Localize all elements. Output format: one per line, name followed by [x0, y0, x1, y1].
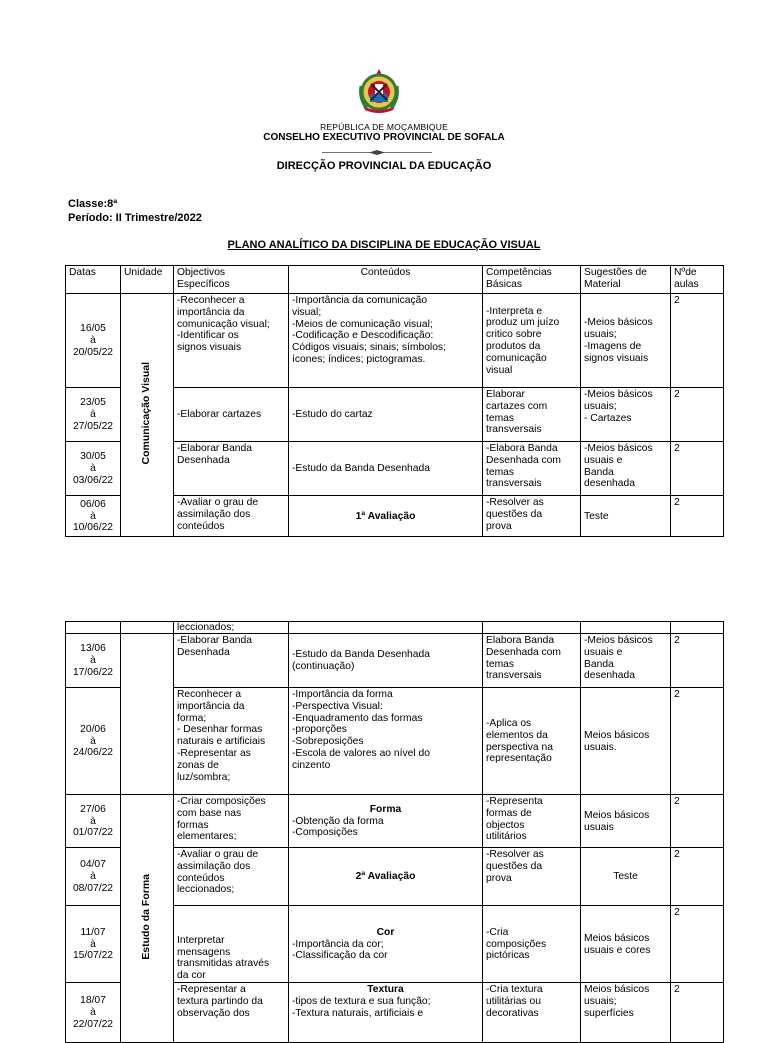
col-header-sugestoes: Sugestões de Material [581, 266, 671, 294]
competencies-cell: -Cria composições pictóricas [483, 906, 581, 983]
objectives-cell: leccionados; [174, 622, 289, 634]
period-label: Período: II Trimestre/2022 [68, 212, 202, 224]
col-header-aulas: Nºde aulas [671, 266, 724, 294]
objectives-cell: -Elaborar Banda Desenhada [174, 634, 289, 688]
materials-cell: Meios básicos usuais; superfícies [581, 983, 671, 1043]
col-header-objectivos: Objectivos Específicos [174, 266, 289, 294]
dates-cell: 06/06 à 10/06/22 [66, 496, 121, 537]
materials-cell: Meios básicos usuais [581, 795, 671, 848]
materials-cell: -Meios básicos usuais; - Cartazes [581, 388, 671, 442]
dates-cell: 27/06 à 01/07/22 [66, 795, 121, 848]
table-row [66, 294, 724, 388]
evaluation-cell: 2ª Avaliação [289, 848, 483, 906]
contents-cell [289, 622, 483, 634]
objectives-cell: Reconhecer a importância da forma; - Desenhar formas naturais e artificiais -Representar as zonas de luz/sombra; [174, 688, 289, 795]
council-name: CONSELHO EXECUTIVO PROVINCIAL DE SOFALA [263, 132, 505, 143]
contents-text: -Importância da cor; -Classificação da cor [292, 938, 388, 962]
materials-cell: -Meios básicos usuais; -Imagens de signos visuais [581, 294, 671, 388]
unit-cell [121, 795, 174, 1043]
dates-cell: 04/07 à 08/07/22 [66, 848, 121, 906]
contents-cell [289, 795, 483, 848]
materials-cell: Teste [581, 848, 671, 906]
table-row [66, 622, 724, 634]
directorate-name: DIRECÇÃO PROVINCIAL DA EDUCAÇÃO [276, 160, 492, 172]
competencies-cell: -Elabora Banda Desenhada com temas transversais [483, 442, 581, 496]
col-header-competencias: Competências Básicas [483, 266, 581, 294]
contents-cell: -Estudo do cartaz [289, 388, 483, 442]
competencies-cell: -Interpreta e produz um juízo critico sobre produtos da comunicação visual [483, 294, 581, 388]
materials-cell: -Meios básicos usuais e Banda desenhada [581, 442, 671, 496]
objectives-cell: -Representar a textura partindo da observação dos [174, 983, 289, 1043]
contents-cell [289, 983, 483, 1043]
objectives-cell: Interpretar mensagens transmitidas através da cor [174, 906, 289, 983]
dates-cell: 20/06 à 24/06/22 [66, 688, 121, 795]
objectives-cell: -Avaliar o grau de assimilação dos conteúdos leccionados; [174, 848, 289, 906]
lessons-cell: 2 [671, 388, 724, 442]
dates-cell: 16/05 à 20/05/22 [66, 294, 121, 388]
country-name: REPÚBLICA DE MOÇAMBIQUE [320, 122, 448, 132]
lessons-cell: 2 [671, 795, 724, 848]
materials-cell: Meios básicos usuais e cores [581, 906, 671, 983]
contents-cell: -Importância da comunicação visual; -Meios de comunicação visual; -Codificação e Descodificação: Códigos visuais; sinais; símbolos; ícones; índices; pictogramas. [289, 294, 483, 388]
contents-cell: -Estudo da Banda Desenhada (continuação) [289, 634, 483, 688]
unit-label: Comunicação Visual [140, 361, 153, 465]
contents-subtitle: Forma [369, 803, 402, 815]
plan-table-1 [65, 265, 724, 537]
table-row [66, 634, 724, 688]
competencies-cell: -Representa formas de objectos utilitários [483, 795, 581, 848]
objectives-cell: -Elaborar cartazes [174, 388, 289, 442]
separator-ornament-icon [322, 150, 432, 155]
table-row [66, 795, 724, 848]
competencies-cell: -Resolver as questões da prova [483, 496, 581, 537]
dates-cell [66, 622, 121, 634]
plan-table-2 [65, 621, 724, 1043]
contents-text: -tipos de textura e sua função; -Textura naturais, artificiais e [292, 995, 431, 1019]
lessons-cell [671, 622, 724, 634]
contents-subtitle: Textura [367, 984, 404, 995]
contents-cell [289, 906, 483, 983]
dates-cell: 23/05 à 27/05/22 [66, 388, 121, 442]
dates-cell: 18/07 à 22/07/22 [66, 983, 121, 1043]
lessons-cell: 2 [671, 906, 724, 983]
lessons-cell: 2 [671, 983, 724, 1043]
materials-cell [581, 622, 671, 634]
contents-subtitle: Cor [376, 926, 395, 938]
competencies-cell: -Aplica os elementos da perspectiva na representação [483, 688, 581, 795]
unit-label: Estudo da Forma [140, 873, 153, 960]
contents-cell: -Estudo da Banda Desenhada [289, 442, 483, 496]
contents-text: -Obtenção da forma -Composições [292, 815, 384, 839]
objectives-cell: -Reconhecer a importância da comunicação visual; -Identificar os signos visuais [174, 294, 289, 388]
competencies-cell: -Resolver as questões da prova [483, 848, 581, 906]
unit-cell [121, 622, 174, 634]
materials-cell: Teste [581, 496, 671, 537]
competencies-cell [483, 622, 581, 634]
dates-cell: 30/05 à 03/06/22 [66, 442, 121, 496]
lessons-cell: 2 [671, 294, 724, 388]
unit-cell [121, 634, 174, 795]
contents-cell: -Importância da forma -Perspectiva Visual: -Enquadramento das formas -proporções -Sobreposições -Escola de valores ao nível do cinzento [289, 688, 483, 795]
lessons-cell: 2 [671, 496, 724, 537]
lessons-cell: 2 [671, 848, 724, 906]
objectives-cell: -Avaliar o grau de assimilação dos conteúdos [174, 496, 289, 537]
objectives-cell: -Elaborar Banda Desenhada [174, 442, 289, 496]
unit-cell [121, 294, 174, 537]
table-header-row [66, 266, 724, 294]
competencies-cell: Elabora Banda Desenhada com temas transversais [483, 634, 581, 688]
lessons-cell: 2 [671, 634, 724, 688]
materials-cell: -Meios básicos usuais e Banda desenhada [581, 634, 671, 688]
objectives-cell: -Criar composições com base nas formas elementares; [174, 795, 289, 848]
lessons-cell: 2 [671, 688, 724, 795]
col-header-unidade: Unidade [121, 266, 174, 294]
col-header-datas: Datas [66, 266, 121, 294]
competencies-cell: Elaborar cartazes com temas transversais [483, 388, 581, 442]
class-label: Classe:8ª [68, 198, 118, 210]
col-header-conteudos: Conteúdos [289, 266, 483, 294]
materials-cell: Meios básicos usuais. [581, 688, 671, 795]
lessons-cell: 2 [671, 442, 724, 496]
mozambique-emblem-icon [357, 66, 401, 116]
plan-title: PLANO ANALÍTICO DA DISCIPLINA DE EDUCAÇÃO VISUAL [227, 239, 541, 251]
competencies-cell: -Cria textura utilitárias ou decorativas [483, 983, 581, 1043]
dates-cell: 13/06 à 17/06/22 [66, 634, 121, 688]
dates-cell: 11/07 à 15/07/22 [66, 906, 121, 983]
evaluation-cell: 1ª Avaliação [289, 496, 483, 537]
